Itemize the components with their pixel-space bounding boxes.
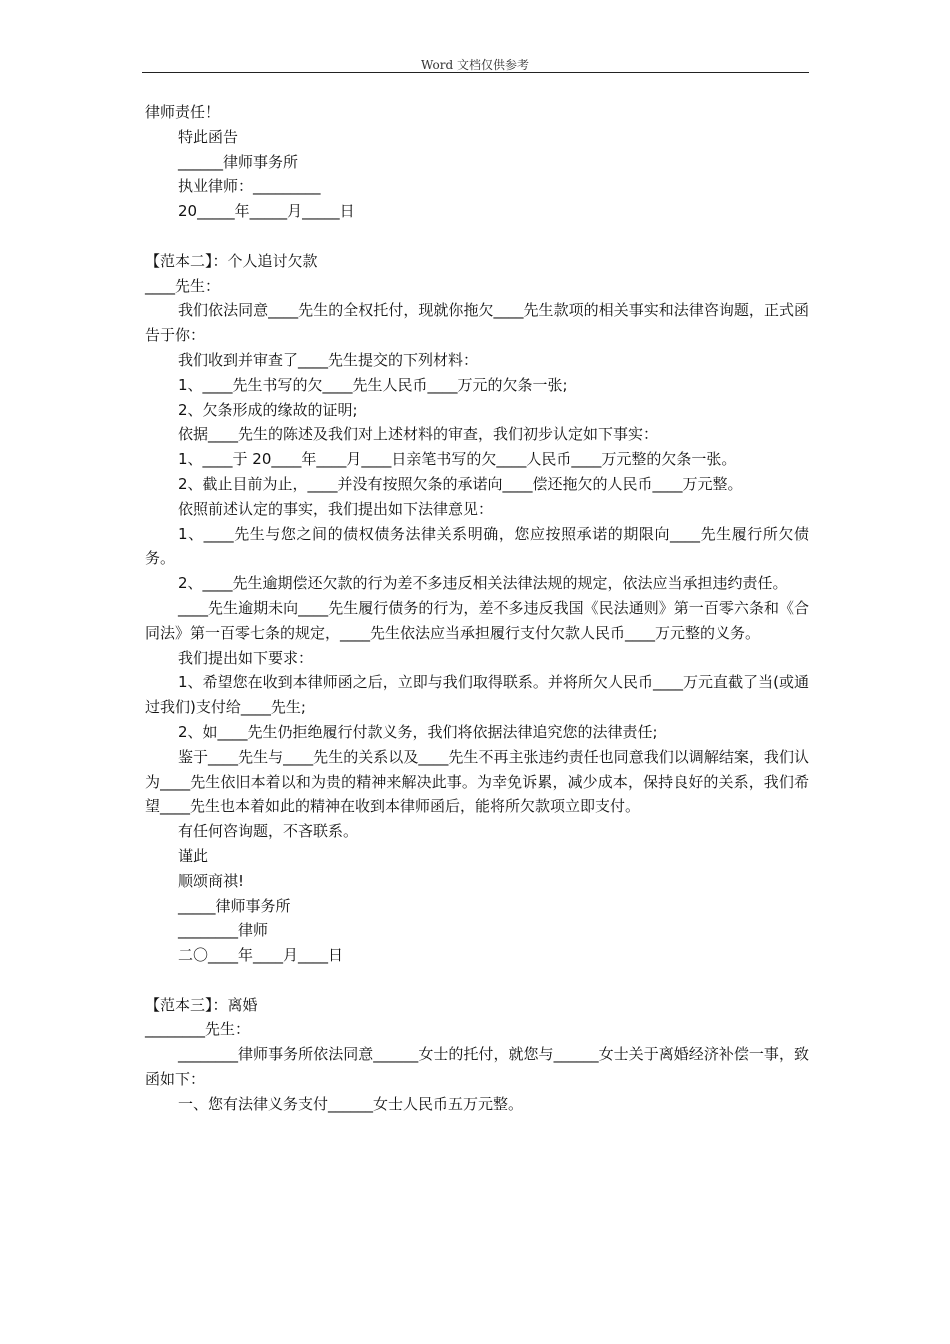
signature-lawyer: ________律师	[178, 921, 269, 940]
page-header: Word 文档仅供参考	[421, 58, 529, 72]
paragraph: 我们提出如下要求：	[178, 648, 314, 667]
salutation: ________先生：	[145, 1020, 251, 1039]
blank-line	[145, 968, 809, 993]
paragraph: 依据____先生的陈述及我们对上述材料的审查，我们初步认定如下事实：	[178, 425, 659, 444]
salutation: ____先生：	[145, 276, 221, 295]
list-item: 1、____先生书写的欠____先生人民币____万元的欠条一张;	[178, 375, 568, 394]
header-divider	[142, 72, 809, 73]
paragraph: 我们依法同意____先生的全权托付，现就你拖欠____先生款项的相关事实和法律咨询题，正式函告于你：	[145, 301, 809, 345]
list-item: 一、您有法律义务支付______女士人民币五万元整。	[178, 1094, 524, 1113]
section-heading: 【范本二】：个人追讨欠款	[145, 251, 318, 270]
signature-date: 20_____年_____月_____日	[178, 202, 355, 221]
section-heading: 【范本三】：离婚	[145, 995, 258, 1014]
blank-line	[145, 224, 809, 249]
closing: 顺颂商祺!	[178, 871, 245, 890]
list-item: 2、截止目前为止，____并没有按照欠条的承诺向____偿还拖欠的人民币____万元整。	[178, 474, 743, 493]
list-item: 1、希望您在收到本律师函之后，立即与我们取得联系。并将所欠人民币____万元直截了当(或通过我们)支付给____先生;	[145, 673, 809, 717]
paragraph: 我们收到并审查了____先生提交的下列材料：	[178, 350, 479, 369]
signature-firm: ______律师事务所	[178, 152, 299, 171]
document-body	[145, 100, 809, 1117]
signature-date: 二〇____年____月____日	[178, 946, 344, 965]
paragraph: ____先生逾期未向____先生履行债务的行为，差不多违反我国《民法通则》第一百零六条和《合同法》第一百零七条的规定，____先生依法应当承担履行支付欠款人民币____万元整的义务。	[145, 598, 809, 642]
list-item: 2、欠条形成的缘故的证明;	[178, 400, 358, 419]
paragraph: 依照前述认定的事实，我们提出如下法律意见：	[178, 499, 494, 518]
signature-lawyer: 执业律师：_________	[178, 177, 321, 196]
paragraph: 律师责任！	[145, 103, 221, 121]
list-item: 2、____先生逾期偿还欠款的行为差不多违反相关法律法规的规定，依法应当承担违约责任。	[178, 574, 788, 593]
paragraph: 特此函告	[178, 127, 239, 146]
list-item: 2、如____先生仍拒绝履行付款义务，我们将依据法律追究您的法律责任;	[178, 722, 658, 741]
closing: 谨此	[178, 846, 209, 865]
paragraph: ________律师事务所依法同意______女士的托付，就您与______女士关于离婚经济补偿一事，致函如下：	[145, 1045, 809, 1089]
paragraph: 鉴于____先生与____先生的关系以及____先生不再主张违约责任也同意我们以调解结案，我们认为____先生依旧本着以和为贵的精神来解决此事。为幸免诉累，减少成本，保持良好的关系，我们希望____先生也本着如此的精神在收到本律师函后，能将所欠款项立即支付。	[145, 747, 809, 816]
list-item: 1、____于 20____年____月____日亲笔书写的欠____人民币____万元整的欠条一张。	[178, 450, 737, 469]
signature-firm: _____律师事务所	[178, 896, 291, 915]
paragraph: 有任何咨询题，不吝联系。	[178, 822, 359, 841]
list-item: 1、____先生与您之间的债权债务法律关系明确，您应按照承诺的期限向____先生履行所欠债务。	[145, 524, 809, 568]
